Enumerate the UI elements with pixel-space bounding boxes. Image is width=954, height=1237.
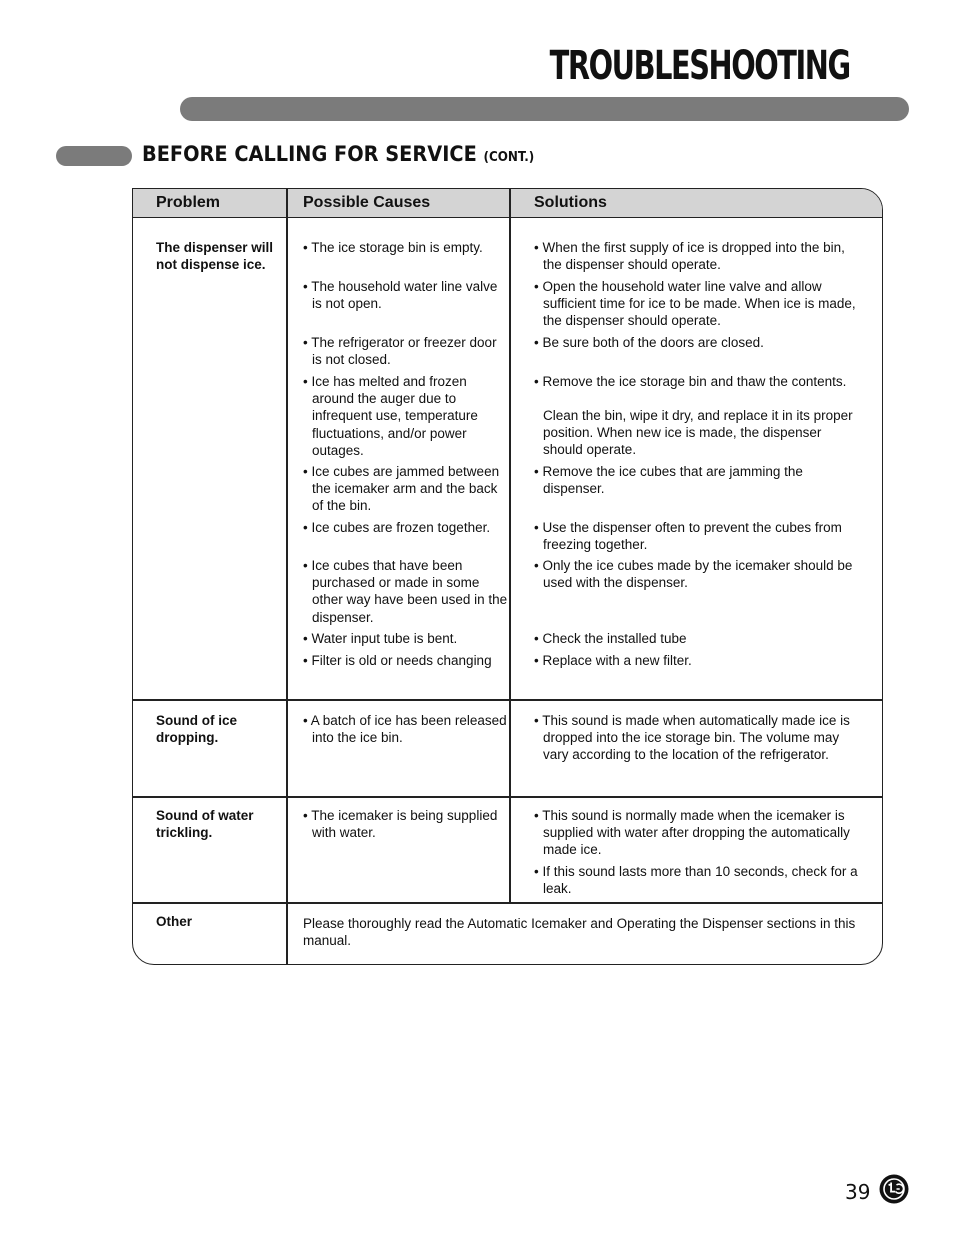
title-bar [180, 97, 909, 121]
row-divider [133, 699, 882, 701]
cause-text: • A batch of ice has been released into the ice bin. [303, 713, 507, 746]
solution-text: • Check the installed tube [534, 631, 687, 646]
lg-logo [879, 1174, 909, 1204]
page-number: 39 [845, 1180, 871, 1204]
problem-other: Other [156, 914, 193, 929]
solution-text: • Open the household water line valve and allow sufficient time for ice to be made. When ice is made, the dispenser should operate. [534, 279, 856, 329]
problem-ice-dropping: Sound of ice dropping. [156, 713, 237, 746]
cause-text: • The ice storage bin is empty. [303, 240, 483, 255]
cause-text: • Ice cubes that have been purchased or made in some other way have been used in the dispenser. [303, 558, 508, 625]
cause-text: • The household water line valve is not open. [303, 279, 498, 312]
cause-text: • Filter is old or needs changing [303, 653, 492, 668]
solution-text: • This sound is normally made when the icemaker is supplied with water after dropping the automatically made ice. [534, 808, 850, 858]
solution-text: • Remove the ice storage bin and thaw the contents. [534, 374, 847, 389]
column-header-problem: Problem [156, 194, 221, 211]
page-title: TROUBLESHOOTING [550, 43, 850, 89]
problem-water-trickling: Sound of water trickling. [156, 808, 254, 841]
solution-text: • Use the dispenser often to prevent the cubes from freezing together. [534, 520, 842, 553]
section-pill [56, 146, 132, 166]
problem-dispenser: The dispenser will not dispense ice. [156, 240, 274, 273]
table-header [133, 189, 882, 218]
column-header-causes: Possible Causes [303, 194, 431, 211]
cause-text: • Water input tube is bent. [303, 631, 458, 646]
column-divider [286, 189, 288, 965]
other-note: Please thoroughly read the Automatic Icemaker and Operating the Dispenser sections in this manual. [303, 916, 856, 949]
cause-text: • The icemaker is being supplied with water. [303, 808, 498, 841]
column-header-solutions: Solutions [534, 194, 607, 211]
troubleshooting-table [132, 188, 883, 965]
cause-text: • Ice cubes are frozen together. [303, 520, 491, 535]
solution-text: • Remove the ice cubes that are jamming the dispenser. [534, 464, 803, 497]
solution-text: • This sound is made when automatically made ice is dropped into the ice storage bin. The volume may vary according to the location of the refrigerator. [534, 713, 850, 763]
section-title: BEFORE CALLING FOR SERVICE [142, 142, 477, 166]
cause-text: • The refrigerator or freezer door is not closed. [303, 335, 497, 368]
cause-text: • Ice has melted and frozen around the auger due to infrequent use, temperature fluctuations, and/or power outages. [303, 374, 478, 458]
solution-text: • When the first supply of ice is dropped into the bin, the dispenser should operate. [534, 240, 845, 273]
solution-text: • If this sound lasts more than 10 seconds, check for a leak. [534, 864, 858, 897]
section-heading [142, 142, 534, 166]
section-suffix: (CONT.) [483, 150, 535, 165]
solution-text: • Be sure both of the doors are closed. [534, 335, 764, 350]
solution-text: • Replace with a new filter. [534, 653, 692, 668]
solution-text: Clean the bin, wipe it dry, and replace it in its proper position. When new ice is made, the dispenser should operate. [543, 408, 853, 458]
row-divider [133, 796, 882, 798]
cause-text: • Ice cubes are jammed between the icemaker arm and the back of the bin. [303, 464, 500, 514]
row-divider [133, 902, 882, 904]
solution-text: • Only the ice cubes made by the icemaker should be used with the dispenser. [534, 558, 853, 591]
